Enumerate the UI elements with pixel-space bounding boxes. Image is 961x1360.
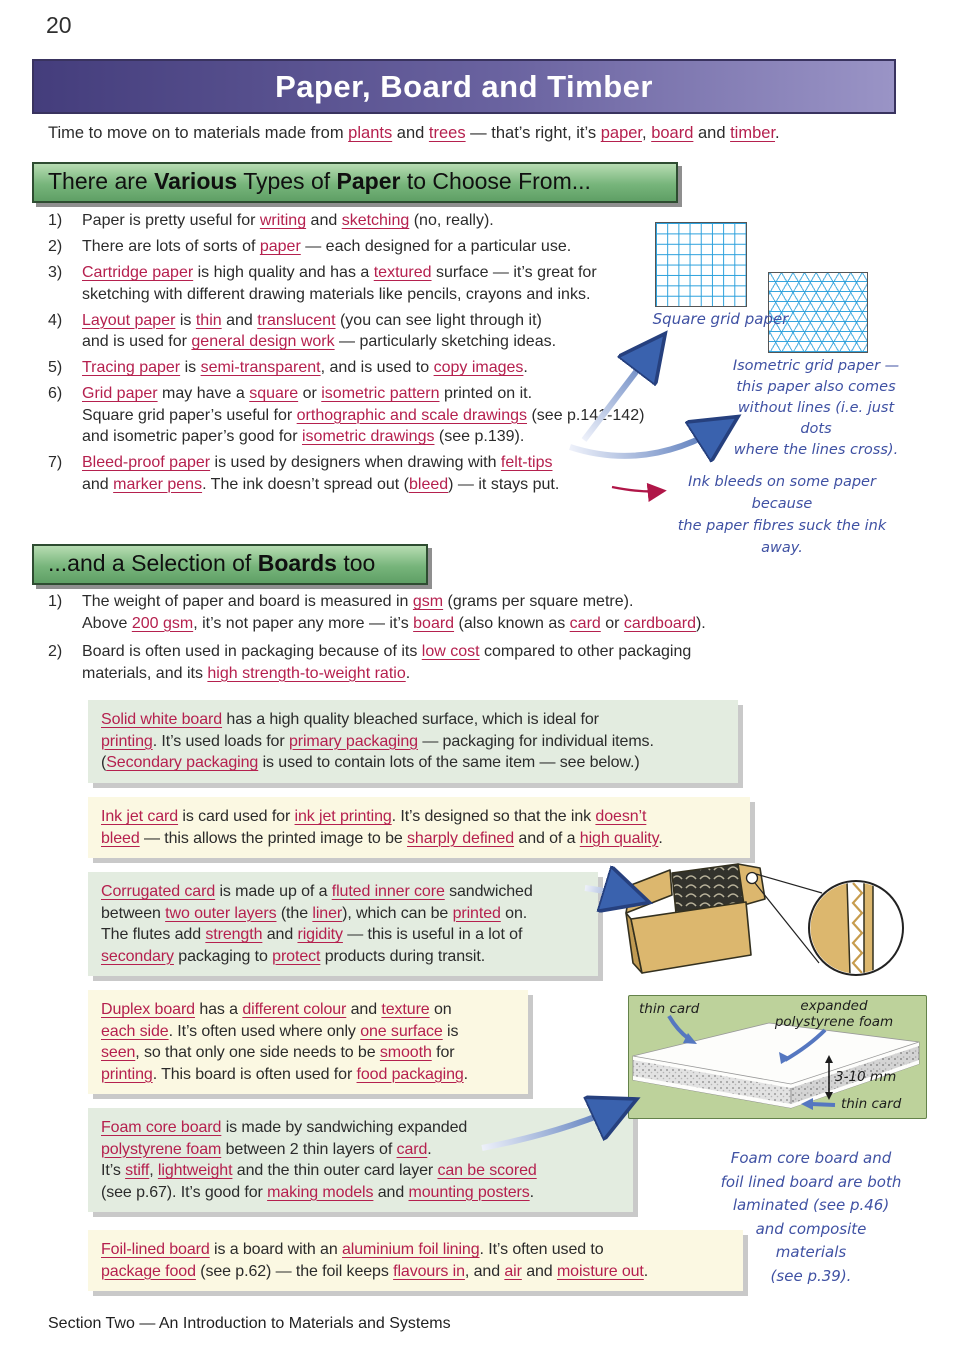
list-number: 3) <box>48 264 63 281</box>
list-item <box>48 210 720 232</box>
page-title: Paper, Board and Timber <box>275 68 653 104</box>
list-item-text: Board is often used in packaging because of its low cost compared to other packaging materials, and its high strength-to-weight ratio. <box>82 643 692 682</box>
list-item <box>48 641 848 684</box>
list-number: 2) <box>48 238 63 255</box>
info-box-solid-white-board: Solid white board has a high quality bleached surface, which is ideal for printing. It’s used loads for primary packaging — packaging for individual items. (Secondary packaging is used to contain lots of the same item — see below.) <box>88 700 738 783</box>
foam-core-board-diagram <box>628 995 927 1119</box>
list-number: 5) <box>48 359 63 376</box>
title-banner <box>32 59 896 114</box>
square-grid-caption: Square grid paper <box>652 310 789 328</box>
list-item <box>48 591 848 634</box>
list-number: 1) <box>48 593 63 610</box>
foam-diagram-label-polystyrene: expanded polystyrene foam <box>774 998 894 1030</box>
info-box-corrugated-card: Corrugated card is made up of a fluted inner core sandwiched between two outer layers (the liner), which can be printed on. The flutes add strength and rigidity — this is useful in a lot of secondary packaging to protect products during transit. <box>88 872 598 976</box>
list-item <box>48 262 720 305</box>
intro-text: Time to move on to materials made from plants and trees — that’s right, it’s paper, board and timber. <box>48 124 780 142</box>
list-item-text: The weight of paper and board is measured in gsm (grams per square metre). Above 200 gsm, it’s not paper any more — it’s board (also known as card or cardboard). <box>82 593 706 632</box>
list-item-text: Tracing paper is semi-transparent, and is used to copy images. <box>82 359 528 376</box>
foam-diagram-label-thin-card-bottom: thin card <box>841 1096 902 1112</box>
ink-bleed-note: Ink bleeds on some paper because the paper fibres suck the ink away. <box>677 474 887 556</box>
list-item-text: Grid paper may have a square or isometric pattern printed on it. Square grid paper’s useful for orthographic and scale drawings (see p.141-142) and isometric paper’s good for isometric drawings (see p.139). <box>82 385 645 445</box>
boards-list <box>48 591 848 691</box>
info-box-foam-core-board: Foam core board is made by sandwiching expanded polystyrene foam between 2 thin layers of card. It’s stiff, lightweight and the thin outer card layer can be scored (see p.67). It’s good for making models and mounting posters. <box>88 1108 633 1212</box>
list-item <box>48 452 720 495</box>
list-item <box>48 310 720 353</box>
list-item-text: Layout paper is thin and translucent (you can see light through it) and is used for general design work — particularly sketching ideas. <box>82 311 557 350</box>
isometric-grid-note: Isometric grid paper — this paper also comes without lines (i.e. just dots where the lines cross). <box>732 358 900 458</box>
list-number: 1) <box>48 212 63 229</box>
foam-lamination-note: Foam core board and foil lined board are both laminated (see p.46) and composite materials (see p.39). <box>720 1149 902 1285</box>
list-number: 4) <box>48 311 63 329</box>
foam-diagram-label-thickness: 3-10 mm <box>835 1069 897 1085</box>
list-item <box>48 236 720 258</box>
foam-diagram-label-thin-card-top: thin card <box>639 1001 700 1017</box>
paper-types-list <box>48 210 720 500</box>
section-heading-boards: ...and a Selection of Boards too <box>32 544 428 585</box>
corrugated-box-illustration <box>600 855 961 990</box>
list-item-text: Bleed-proof paper is used by designers when drawing with felt-tips and marker pens. The ink doesn’t spread out (bleed) — it stays put. <box>82 454 560 493</box>
page-number: 20 <box>46 12 72 38</box>
list-number: 2) <box>48 643 63 660</box>
list-number: 7) <box>48 454 63 471</box>
section-heading-paper-types: There are Various Types of Paper to Choose From... <box>32 162 678 203</box>
info-box-ink-jet-card: Ink jet card is card used for ink jet printing. It’s designed so that the ink doesn’t bleed — this allows the printed image to be sharply defined and of a high quality. <box>88 797 750 858</box>
page-footer: Section Two — An Introduction to Materials and Systems <box>48 1315 451 1332</box>
list-item <box>48 383 720 448</box>
info-box-duplex-board: Duplex board has a different colour and texture on each side. It’s often used where only one surface is seen, so that only one side needs to be smooth for printing. This board is often used for food packaging. <box>88 990 528 1094</box>
list-item-text: Cartridge paper is high quality and has a textured surface — it’s great for sketching with different drawing materials like pencils, crayons and inks. <box>82 264 597 303</box>
list-number: 6) <box>48 385 63 402</box>
square-grid-paper-image <box>655 222 747 307</box>
list-item <box>48 357 720 379</box>
list-item-text: Paper is pretty useful for writing and sketching (no, really). <box>82 212 494 229</box>
list-item-text: There are lots of sorts of paper — each designed for a particular use. <box>82 238 572 255</box>
info-box-foil-lined-board: Foil-lined board is a board with an aluminium foil lining. It’s often used to package food (see p.62) — the foil keeps flavours in, and air and moisture out. <box>88 1230 743 1291</box>
